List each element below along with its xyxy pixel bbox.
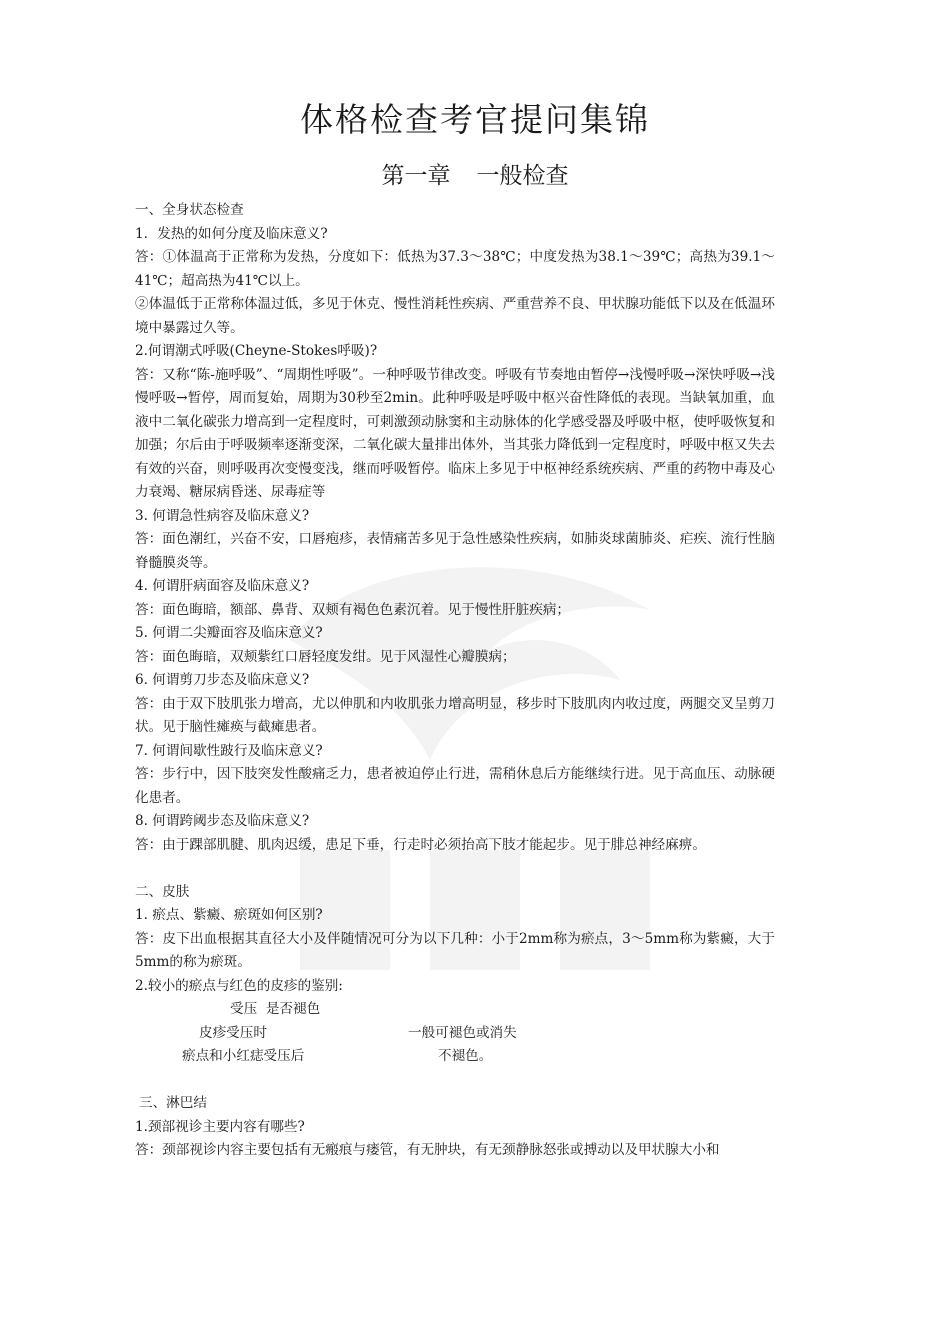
table-cell-value: 一般可褪色或消失 bbox=[408, 1024, 517, 1041]
section-heading: 一、全身状态检查 bbox=[135, 202, 244, 218]
table-cell-value: 不褪色。 bbox=[438, 1048, 493, 1064]
answer: 答：面色潮红，兴奋不安，口唇疱疹，表情痛苦多见于急性感染性疾病，如肺炎球菌肺炎、疟疾、流行性脑脊髓膜炎等。 bbox=[135, 531, 775, 571]
question: 4. 何谓肝病面容及临床意义? bbox=[135, 578, 310, 594]
question: 1.颈部视诊主要内容有哪些? bbox=[135, 1118, 305, 1135]
answer: 答：由于双下肢肌张力增高，尤以伸肌和内收肌张力增高明显，移步时下肢肌肉内收过度，两腿交叉呈剪刀状。见于脑性瘫痪与截瘫患者。 bbox=[135, 695, 775, 735]
answer: 答：颈部视诊内容主要包括有无瘢痕与瘘管，有无肿块，有无颈静脉怒张或搏动以及甲状腺大小和 bbox=[135, 1142, 720, 1158]
table-header: 受压 是否褪色 bbox=[230, 1001, 321, 1017]
question: 5. 何谓二尖瓣面容及临床意义? bbox=[135, 625, 323, 641]
answer: 答：步行中，因下肢突发性酸痛乏力，患者被迫停止行进，需稍休息后方能继续行进。见于高血压、动脉硬化患者。 bbox=[135, 766, 775, 806]
question: 2.较小的瘀点与红色的皮疹的鉴别: bbox=[135, 977, 343, 994]
question: 3. 何谓急性病容及临床意义? bbox=[135, 507, 310, 524]
section-heading: 三、淋巴结 bbox=[139, 1095, 207, 1111]
table-row bbox=[135, 1022, 775, 1046]
table-row bbox=[135, 1045, 775, 1069]
table-header-row bbox=[135, 998, 775, 1022]
question: 1. 瘀点、紫癜、瘀斑如何区别? bbox=[135, 907, 323, 923]
question: 2.何谓潮式呼吸(Cheyne-Stokes呼吸)? bbox=[135, 343, 378, 359]
comparison-table bbox=[135, 998, 775, 1069]
chapter-number: 第一章 bbox=[381, 163, 451, 189]
answer: 答：由于踝部肌腱、肌肉迟缓，患足下垂，行走时必须抬高下肢才能起步。见于腓总神经麻痹。 bbox=[135, 836, 706, 853]
spacer bbox=[135, 857, 775, 881]
answer: 答：皮下出血根据其直径大小及伴随情况可分为以下几种：小于2mm称为瘀点，3～5mm称为紫癜，大于5mm的称为瘀斑。 bbox=[135, 930, 775, 970]
question: 7. 何谓间歇性跛行及临床意义? bbox=[135, 742, 323, 759]
section-heading: 二、皮肤 bbox=[135, 883, 190, 900]
table-cell-label: 皮疹受压时 bbox=[199, 1024, 267, 1041]
document-body bbox=[135, 199, 775, 1163]
table-cell-label: 瘀点和小红痣受压后 bbox=[182, 1048, 305, 1064]
answer: ②体温低于正常称体温过低，多见于休克、慢性消耗性疾病、严重营养不良、甲状腺功能低下以及在低温环境中暴露过久等。 bbox=[135, 296, 775, 336]
answer: 答：又称“陈-施呼吸”、“周期性呼吸”。一种呼吸节律改变。呼吸有节奏地由暂停→浅慢呼吸→深快呼吸→浅慢呼吸→暂停，周而复始，周期为30秒至2min。此种呼吸是呼吸中枢兴奋性降低的表现。当缺氧加重，血液中二氧化碳张力增高到一定程度时，可刺激颈动脉窦和主动脉体的化学感受器及呼吸中枢，使呼吸恢复和加强；尔后由于呼吸频率逐渐变深，二氧化碳大量排出体外，当其张力降低到一定程度时，呼吸中枢又失去有效的兴奋，则呼吸再次变慢变浅，继而呼吸暂停。临床上多见于中枢神经系统疾病、严重的药物中毒及心力衰竭、糖尿病昏迷、尿毒症等 bbox=[135, 366, 775, 500]
question: 8. 何谓跨阈步态及临床意义? bbox=[135, 813, 310, 829]
document-title: 体格检查考官提问集锦 bbox=[300, 100, 650, 139]
answer: 答：①体温高于正常称为发热，分度如下：低热为37.3～38℃；中度发热为38.1～39℃；高热为39.1～41℃；超高热为41℃以上。 bbox=[135, 249, 775, 289]
answer: 答：面色晦暗，双颊紫红口唇轻度发绀。见于风湿性心瓣膜病； bbox=[135, 648, 516, 665]
chapter-heading bbox=[0, 160, 950, 192]
answer: 答：面色晦暗，额部、鼻背、双颊有褐色色素沉着。见于慢性肝脏疾病； bbox=[135, 601, 570, 618]
question: 6. 何谓剪刀步态及临床意义? bbox=[135, 672, 310, 688]
spacer bbox=[135, 1069, 775, 1093]
question: 1．发热的如何分度及临床意义? bbox=[135, 225, 328, 242]
chapter-name: 一般检查 bbox=[476, 163, 569, 189]
